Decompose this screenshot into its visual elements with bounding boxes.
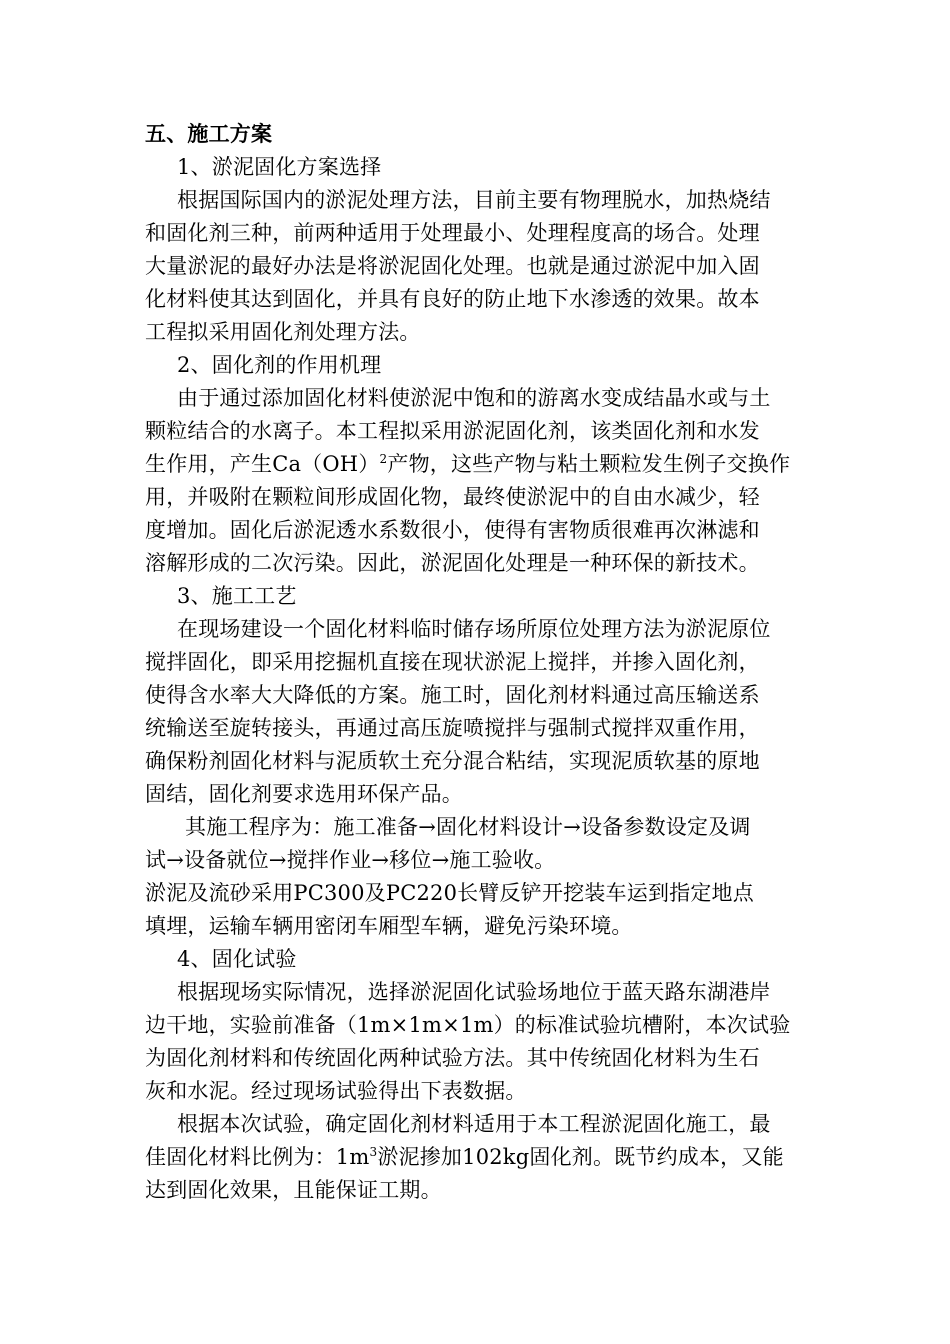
section-1-title: 1、淤泥固化方案选择	[177, 155, 382, 179]
section-4-text-line: 根据现场实际情况，选择淤泥固化试验场地位于蓝天路东湖港岸	[177, 980, 771, 1004]
document-page	[145, 118, 810, 1207]
section-3-procedure-line: 试→设备就位→搅拌作业→移位→施工验收。	[145, 848, 556, 872]
section-2-formula-line	[145, 448, 810, 481]
section-4-title: 4、固化试验	[177, 947, 297, 971]
section-3-title: 3、施工工艺	[177, 584, 297, 608]
section-1-text-line: 大量淤泥的最好办法是将淤泥固化处理。也就是通过淤泥中加入固	[145, 254, 760, 278]
formula-after: 产物，这些产物与粘土颗粒发生例子交换作	[387, 452, 791, 476]
section-3-transport-line: 填埋，运输车辆用密闭车厢型车辆，避免污染环境。	[145, 914, 633, 938]
section-1-text-line: 工程拟采用固化剂处理方法。	[145, 320, 421, 344]
section-2-text-line: 颗粒结合的水离子。本工程拟采用淤泥固化剂，该类固化剂和水发	[145, 419, 760, 443]
section-4-ratio-line	[145, 1141, 810, 1174]
section-3-text-line: 固结，固化剂要求选用环保产品。	[145, 782, 463, 806]
section-4-conclusion-line: 达到固化效果，且能保证工期。	[145, 1178, 442, 1202]
section-4-text-line: 边干地，实验前准备（1m×1m×1m）的标准试验坑槽附，本次试验	[145, 1013, 791, 1037]
section-4-text-line: 为固化剂材料和传统固化两种试验方法。其中传统固化材料为生石	[145, 1046, 760, 1070]
formula-before: 生作用，产生Ca（OH）	[145, 452, 380, 476]
section-2-text-line: 用，并吸附在颗粒间形成固化物，最终使淤泥中的自由水减少，轻	[145, 485, 760, 509]
section-3-text-line: 搅拌固化，即采用挖掘机直接在现状淤泥上搅拌，并掺入固化剂，	[145, 650, 760, 674]
ratio-before: 佳固化材料比例为：1m	[145, 1145, 370, 1169]
section-1-text-line: 化材料使其达到固化，并具有良好的防止地下水渗透的效果。故本	[145, 287, 760, 311]
section-2-text-line: 度增加。固化后淤泥透水系数很小，使得有害物质很难再次淋滤和	[145, 518, 760, 542]
section-3-text-line: 确保粉剂固化材料与泥质软土充分混合粘结，实现泥质软基的原地	[145, 749, 760, 773]
section-3-text-line: 使得含水率大大降低的方案。施工时，固化剂材料通过高压输送系	[145, 683, 760, 707]
section-3-text-line: 在现场建设一个固化材料临时储存场所原位处理方法为淤泥原位	[177, 617, 771, 641]
section-4-conclusion-line: 根据本次试验，确定固化剂材料适用于本工程淤泥固化施工，最	[177, 1112, 771, 1136]
formula-superscript: 2	[379, 452, 388, 466]
section-2-title: 2、固化剂的作用机理	[177, 353, 382, 377]
ratio-after: 淤泥掺加102kg固化剂。既节约成本，又能	[377, 1145, 784, 1169]
section-1-text-line: 和固化剂三种，前两种适用于处理最小、处理程度高的场合。处理	[145, 221, 760, 245]
section-3-procedure-line: 其施工程序为：施工准备→固化材料设计→设备参数设定及调	[185, 815, 751, 839]
section-4-text-line: 灰和水泥。经过现场试验得出下表数据。	[145, 1079, 527, 1103]
section-1-text-line: 根据国际国内的淤泥处理方法，目前主要有物理脱水，加热烧结	[177, 188, 771, 212]
section-3-text-line: 统输送至旋转接头，再通过高压旋喷搅拌与强制式搅拌双重作用，	[145, 716, 760, 740]
section-2-text-line: 由于通过添加固化材料使淤泥中饱和的游离水变成结晶水或与土	[177, 386, 771, 410]
ratio-superscript: 3	[369, 1145, 378, 1159]
section-3-transport-line: 淤泥及流砂采用PC300及PC220长臂反铲开挖装车运到指定地点	[145, 881, 754, 905]
section-2-text-line: 溶解形成的二次污染。因此，淤泥固化处理是一种环保的新技术。	[145, 551, 760, 575]
page-heading: 五、施工方案	[145, 122, 273, 146]
